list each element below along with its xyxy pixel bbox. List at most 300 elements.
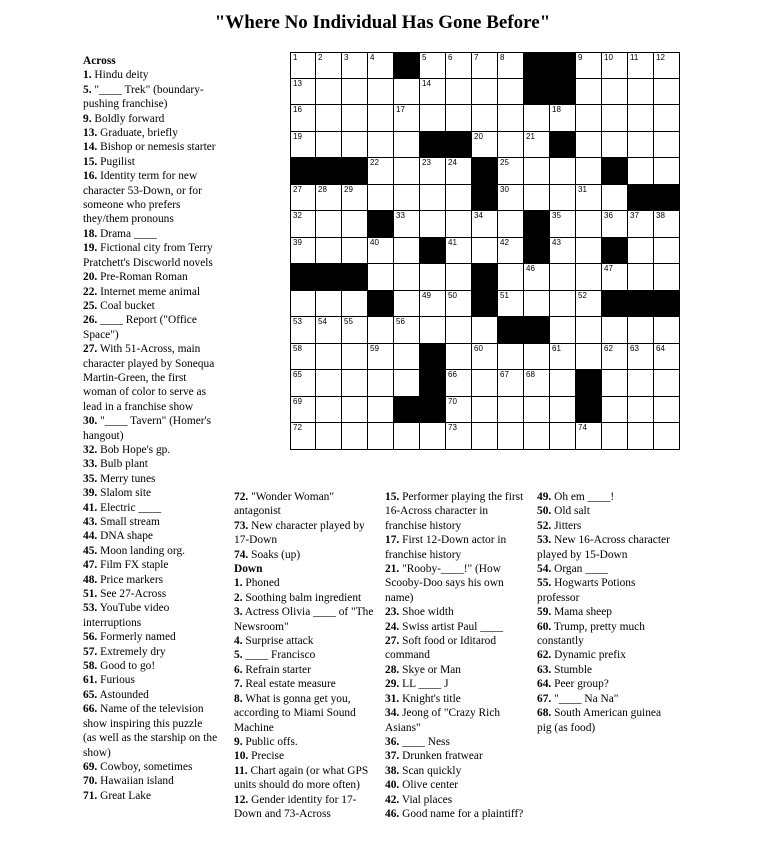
grid-cell[interactable] bbox=[367, 104, 394, 132]
grid-cell[interactable] bbox=[601, 316, 628, 344]
clue-number: 28. bbox=[385, 663, 400, 676]
grid-cell[interactable] bbox=[290, 237, 316, 265]
grid-cell[interactable] bbox=[627, 131, 654, 159]
grid-cell[interactable] bbox=[393, 316, 420, 344]
grid-cell[interactable] bbox=[393, 104, 420, 132]
clue-item bbox=[385, 793, 525, 807]
grid-cell[interactable] bbox=[315, 343, 342, 371]
clue-number: 9. bbox=[234, 735, 243, 748]
grid-cell[interactable] bbox=[575, 131, 602, 159]
grid-cell[interactable] bbox=[315, 131, 342, 159]
grid-cell[interactable] bbox=[575, 422, 602, 450]
clue-text: Scan quickly bbox=[402, 764, 462, 777]
grid-cell[interactable] bbox=[497, 290, 524, 318]
grid-cell[interactable] bbox=[290, 343, 316, 371]
grid-cell[interactable] bbox=[315, 369, 342, 397]
grid-cell[interactable] bbox=[445, 290, 472, 318]
black-square bbox=[315, 263, 342, 291]
grid-cell[interactable] bbox=[419, 422, 446, 450]
grid-cell[interactable] bbox=[523, 396, 550, 424]
grid-cell[interactable] bbox=[341, 343, 368, 371]
clue-number: 35. bbox=[83, 472, 98, 485]
grid-cell[interactable] bbox=[341, 290, 368, 318]
grid-cell[interactable] bbox=[419, 210, 446, 238]
clue-text: Bulb plant bbox=[100, 458, 148, 471]
clue-item bbox=[537, 504, 672, 518]
grid-cell[interactable] bbox=[290, 210, 316, 238]
grid-cell[interactable] bbox=[627, 210, 654, 238]
grid-cell[interactable] bbox=[393, 157, 420, 185]
cell-number: 11 bbox=[630, 53, 639, 62]
grid-cell[interactable] bbox=[627, 316, 654, 344]
cell-number: 5 bbox=[422, 53, 427, 62]
grid-cell[interactable] bbox=[523, 104, 550, 132]
grid-cell[interactable] bbox=[393, 369, 420, 397]
grid-cell[interactable] bbox=[367, 343, 394, 371]
cell-number: 6 bbox=[448, 53, 453, 62]
clue-item bbox=[385, 634, 525, 663]
cell-number: 14 bbox=[422, 78, 431, 88]
grid-cell[interactable] bbox=[575, 343, 602, 371]
grid-cell[interactable] bbox=[445, 237, 472, 265]
cell-number: 2 bbox=[318, 53, 323, 62]
grid-cell[interactable] bbox=[653, 343, 680, 371]
grid-cell[interactable] bbox=[627, 369, 654, 397]
grid-cell[interactable] bbox=[367, 422, 394, 450]
grid-cell[interactable] bbox=[497, 78, 524, 106]
grid-cell[interactable] bbox=[315, 210, 342, 238]
grid-cell[interactable] bbox=[471, 396, 498, 424]
grid-cell[interactable] bbox=[627, 343, 654, 371]
clue-number: 26. bbox=[83, 314, 98, 327]
grid-cell[interactable] bbox=[523, 131, 550, 159]
clue-item bbox=[234, 576, 374, 590]
grid-cell[interactable] bbox=[549, 210, 576, 238]
grid-cell[interactable] bbox=[367, 369, 394, 397]
grid-cell[interactable] bbox=[393, 422, 420, 450]
clue-text: ____ Francisco bbox=[245, 649, 316, 662]
grid-cell[interactable] bbox=[653, 237, 680, 265]
clue-item bbox=[234, 764, 374, 793]
clue-number: 27. bbox=[385, 635, 400, 648]
clue-text: Skye or Man bbox=[402, 663, 461, 676]
cell-number: 19 bbox=[293, 131, 302, 141]
grid-cell[interactable] bbox=[601, 263, 628, 291]
clue-number: 22. bbox=[83, 285, 98, 298]
grid-cell[interactable] bbox=[315, 396, 342, 424]
clue-number: 2. bbox=[234, 591, 243, 604]
grid-cell[interactable] bbox=[367, 263, 394, 291]
grid-cell[interactable] bbox=[471, 210, 498, 238]
grid-cell[interactable] bbox=[497, 157, 524, 185]
clue-item bbox=[83, 241, 218, 270]
grid-cell[interactable] bbox=[601, 104, 628, 132]
clue-number: 37. bbox=[385, 750, 400, 763]
clue-section-heading: Down bbox=[234, 563, 263, 576]
grid-cell[interactable] bbox=[549, 369, 576, 397]
grid-cell[interactable] bbox=[549, 422, 576, 450]
grid-cell[interactable] bbox=[393, 263, 420, 291]
clue-item bbox=[234, 634, 374, 648]
cell-number: 63 bbox=[630, 343, 639, 353]
grid-cell[interactable] bbox=[393, 237, 420, 265]
grid-cell[interactable] bbox=[341, 104, 368, 132]
grid-cell[interactable] bbox=[367, 396, 394, 424]
grid-cell[interactable] bbox=[471, 316, 498, 344]
grid-cell[interactable] bbox=[523, 290, 550, 318]
grid-cell[interactable] bbox=[315, 104, 342, 132]
clue-item bbox=[537, 605, 672, 619]
grid-cell[interactable] bbox=[471, 104, 498, 132]
grid-cell[interactable] bbox=[549, 343, 576, 371]
crossword-grid[interactable] bbox=[290, 52, 680, 450]
grid-cell[interactable] bbox=[341, 210, 368, 238]
clue-number: 30. bbox=[83, 415, 98, 428]
grid-cell[interactable] bbox=[341, 422, 368, 450]
clue-item bbox=[537, 533, 672, 562]
grid-cell[interactable] bbox=[393, 184, 420, 212]
clue-number: 66. bbox=[83, 703, 98, 716]
grid-cell[interactable] bbox=[627, 422, 654, 450]
cell-number: 70 bbox=[448, 396, 457, 406]
grid-cell[interactable] bbox=[523, 369, 550, 397]
clue-text: Trump, pretty much constantly bbox=[537, 620, 645, 648]
grid-cell[interactable] bbox=[575, 210, 602, 238]
grid-cell[interactable] bbox=[575, 52, 602, 79]
clue-number: 13. bbox=[83, 127, 98, 140]
cell-number: 7 bbox=[474, 53, 479, 62]
grid-cell[interactable] bbox=[445, 52, 472, 79]
clue-text: Extremely dry bbox=[100, 645, 166, 658]
clue-number: 56. bbox=[83, 631, 98, 644]
clue-item bbox=[537, 620, 672, 649]
grid-cell[interactable] bbox=[627, 52, 654, 79]
grid-cell[interactable] bbox=[341, 237, 368, 265]
clue-number: 60. bbox=[537, 620, 552, 633]
grid-cell[interactable] bbox=[601, 396, 628, 424]
grid-cell[interactable] bbox=[653, 52, 680, 79]
cell-number: 66 bbox=[448, 370, 457, 380]
clue-text: Real estate measure bbox=[245, 678, 336, 691]
cell-number: 54 bbox=[318, 317, 327, 327]
clue-column-1 bbox=[83, 54, 218, 803]
grid-cell[interactable] bbox=[315, 78, 342, 106]
grid-cell[interactable] bbox=[367, 316, 394, 344]
grid-cell[interactable] bbox=[497, 184, 524, 212]
grid-cell[interactable] bbox=[290, 78, 316, 106]
grid-cell[interactable] bbox=[445, 316, 472, 344]
grid-cell[interactable] bbox=[549, 184, 576, 212]
clue-item bbox=[234, 663, 374, 677]
clue-item bbox=[234, 692, 374, 735]
clue-text: Identity term for new character 53-Down, or for someone who prefers they/them pronouns bbox=[83, 170, 202, 226]
grid-cell[interactable] bbox=[290, 104, 316, 132]
grid-cell[interactable] bbox=[445, 104, 472, 132]
grid-cell[interactable] bbox=[653, 78, 680, 106]
grid-cell[interactable] bbox=[601, 131, 628, 159]
grid-cell[interactable] bbox=[471, 131, 498, 159]
grid-cell[interactable] bbox=[341, 131, 368, 159]
grid-cell[interactable] bbox=[290, 316, 316, 344]
grid-cell[interactable] bbox=[497, 210, 524, 238]
clue-text: Dynamic prefix bbox=[554, 649, 626, 662]
grid-cell[interactable] bbox=[367, 157, 394, 185]
grid-cell[interactable] bbox=[601, 184, 628, 212]
grid-cell[interactable] bbox=[601, 78, 628, 106]
grid-cell[interactable] bbox=[341, 396, 368, 424]
grid-cell[interactable] bbox=[653, 396, 680, 424]
clue-text: Price markers bbox=[100, 573, 164, 586]
grid-cell[interactable] bbox=[315, 52, 342, 79]
black-square bbox=[290, 263, 316, 291]
grid-cell[interactable] bbox=[341, 316, 368, 344]
grid-cell[interactable] bbox=[549, 157, 576, 185]
clue-item bbox=[83, 601, 218, 630]
grid-cell[interactable] bbox=[549, 263, 576, 291]
grid-cell[interactable] bbox=[419, 184, 446, 212]
cell-number: 43 bbox=[552, 237, 561, 247]
grid-cell[interactable] bbox=[575, 104, 602, 132]
grid-cell[interactable] bbox=[497, 422, 524, 450]
grid-cell[interactable] bbox=[627, 104, 654, 132]
black-square bbox=[601, 157, 628, 185]
cell-number: 23 bbox=[422, 158, 431, 168]
grid-cell[interactable] bbox=[419, 78, 446, 106]
clue-text: New character played by 17-Down bbox=[234, 519, 365, 547]
grid-cell[interactable] bbox=[367, 131, 394, 159]
clue-number: 43. bbox=[83, 516, 98, 528]
grid-cell[interactable] bbox=[445, 157, 472, 185]
black-square bbox=[523, 316, 550, 344]
clue-number: 20. bbox=[83, 271, 98, 284]
grid-cell[interactable] bbox=[601, 343, 628, 371]
grid-cell[interactable] bbox=[419, 316, 446, 344]
grid-cell[interactable] bbox=[497, 104, 524, 132]
grid-cell[interactable] bbox=[315, 184, 342, 212]
grid-cell[interactable] bbox=[290, 131, 316, 159]
grid-cell[interactable] bbox=[290, 184, 316, 212]
black-square bbox=[653, 290, 680, 318]
cell-number: 73 bbox=[448, 423, 457, 433]
grid-cell[interactable] bbox=[290, 422, 316, 450]
clue-item bbox=[234, 749, 374, 763]
grid-cell[interactable] bbox=[471, 343, 498, 371]
clue-number: 52. bbox=[537, 519, 552, 532]
clue-number: 53. bbox=[83, 602, 98, 615]
grid-cell[interactable] bbox=[549, 290, 576, 318]
grid-cell[interactable] bbox=[419, 263, 446, 291]
grid-cell[interactable] bbox=[315, 290, 342, 318]
clue-text: Oh em ____! bbox=[554, 491, 615, 503]
grid-cell[interactable] bbox=[341, 52, 368, 79]
grid-cell[interactable] bbox=[549, 396, 576, 424]
cell-number: 40 bbox=[370, 237, 379, 247]
grid-cell[interactable] bbox=[575, 263, 602, 291]
grid-cell[interactable] bbox=[445, 396, 472, 424]
clue-number: 74. bbox=[234, 548, 249, 561]
grid-cell[interactable] bbox=[471, 52, 498, 79]
clue-item bbox=[83, 673, 218, 687]
clue-item bbox=[83, 313, 218, 342]
grid-cell[interactable] bbox=[445, 263, 472, 291]
grid-cell[interactable] bbox=[523, 422, 550, 450]
grid-cell[interactable] bbox=[523, 343, 550, 371]
grid-cell[interactable] bbox=[471, 422, 498, 450]
grid-cell[interactable] bbox=[497, 343, 524, 371]
grid-cell[interactable] bbox=[575, 237, 602, 265]
cell-number: 1 bbox=[293, 53, 298, 62]
grid-cell[interactable] bbox=[653, 210, 680, 238]
grid-cell[interactable] bbox=[419, 104, 446, 132]
grid-cell[interactable] bbox=[497, 131, 524, 159]
grid-cell[interactable] bbox=[341, 78, 368, 106]
grid-cell[interactable] bbox=[419, 290, 446, 318]
grid-cell[interactable] bbox=[471, 78, 498, 106]
grid-cell[interactable] bbox=[471, 369, 498, 397]
cell-number: 32 bbox=[293, 211, 302, 221]
cell-number: 47 bbox=[604, 264, 613, 274]
clue-item bbox=[537, 562, 672, 576]
clue-column-3 bbox=[385, 490, 525, 821]
clue-number: 55. bbox=[537, 577, 552, 590]
clue-text: Surprise attack bbox=[245, 635, 314, 648]
grid-cell[interactable] bbox=[445, 210, 472, 238]
clue-text: Furious bbox=[100, 674, 135, 687]
grid-cell[interactable] bbox=[497, 263, 524, 291]
grid-cell[interactable] bbox=[627, 263, 654, 291]
grid-cell[interactable] bbox=[627, 78, 654, 106]
grid-cell[interactable] bbox=[627, 396, 654, 424]
grid-cell[interactable] bbox=[497, 369, 524, 397]
black-square bbox=[471, 157, 498, 185]
black-square bbox=[393, 396, 420, 424]
clue-text: Chart again (or what GPS units should do more often) bbox=[234, 764, 369, 792]
clue-number: 23. bbox=[385, 606, 400, 619]
cell-number: 59 bbox=[370, 343, 379, 353]
grid-cell[interactable] bbox=[419, 157, 446, 185]
cell-number: 13 bbox=[293, 78, 302, 88]
grid-cell[interactable] bbox=[627, 237, 654, 265]
clue-number: 19. bbox=[83, 242, 98, 255]
clue-text: Fictional city from Terry Pratchett's Discworld novels bbox=[83, 242, 213, 269]
clue-text: Formerly named bbox=[100, 631, 176, 644]
grid-cell[interactable] bbox=[393, 290, 420, 318]
black-square bbox=[419, 396, 446, 424]
clue-text: What is gonna get you, according to Miami Sound Machine bbox=[234, 692, 356, 734]
clue-text: Graduate, briefly bbox=[100, 127, 178, 140]
clue-text: Good name for a plaintiff? bbox=[402, 807, 524, 820]
grid-cell[interactable] bbox=[367, 237, 394, 265]
grid-cell[interactable] bbox=[523, 263, 550, 291]
grid-cell[interactable] bbox=[653, 263, 680, 291]
grid-cell[interactable] bbox=[549, 316, 576, 344]
grid-cell[interactable] bbox=[549, 237, 576, 265]
clue-number: 14. bbox=[83, 141, 98, 154]
clue-text: Coal bucket bbox=[100, 299, 155, 312]
cell-number: 9 bbox=[578, 53, 583, 62]
grid-cell[interactable] bbox=[653, 157, 680, 185]
clue-text: "____ Trek" (boundary-pushing franchise) bbox=[83, 83, 204, 111]
grid-cell[interactable] bbox=[290, 52, 316, 79]
grid-cell[interactable] bbox=[315, 422, 342, 450]
grid-cell[interactable] bbox=[290, 396, 316, 424]
clue-text: YouTube video interruptions bbox=[83, 602, 170, 629]
grid-cell[interactable] bbox=[601, 52, 628, 79]
grid-cell[interactable] bbox=[315, 316, 342, 344]
grid-cell[interactable] bbox=[601, 210, 628, 238]
grid-cell[interactable] bbox=[575, 184, 602, 212]
grid-cell[interactable] bbox=[627, 157, 654, 185]
clue-item bbox=[83, 774, 218, 788]
grid-cell[interactable] bbox=[497, 237, 524, 265]
grid-cell[interactable] bbox=[653, 104, 680, 132]
grid-cell[interactable] bbox=[393, 210, 420, 238]
grid-cell[interactable] bbox=[601, 422, 628, 450]
grid-cell[interactable] bbox=[445, 422, 472, 450]
cell-number: 41 bbox=[448, 237, 457, 247]
grid-cell[interactable] bbox=[575, 316, 602, 344]
grid-cell[interactable] bbox=[575, 290, 602, 318]
black-square bbox=[627, 184, 654, 212]
grid-cell[interactable] bbox=[290, 290, 316, 318]
grid-cell[interactable] bbox=[523, 157, 550, 185]
cell-number: 34 bbox=[474, 211, 483, 221]
grid-cell[interactable] bbox=[549, 104, 576, 132]
grid-cell[interactable] bbox=[341, 369, 368, 397]
grid-cell[interactable] bbox=[445, 343, 472, 371]
grid-cell[interactable] bbox=[367, 184, 394, 212]
clue-number: 53. bbox=[537, 534, 552, 547]
grid-cell[interactable] bbox=[315, 237, 342, 265]
black-square bbox=[523, 210, 550, 238]
clue-item bbox=[83, 789, 218, 803]
grid-cell[interactable] bbox=[653, 369, 680, 397]
grid-cell[interactable] bbox=[653, 422, 680, 450]
grid-cell[interactable] bbox=[497, 52, 524, 79]
grid-cell[interactable] bbox=[367, 52, 394, 79]
clue-text: Drunken fratwear bbox=[402, 750, 483, 763]
grid-cell[interactable] bbox=[393, 343, 420, 371]
clue-item bbox=[537, 677, 672, 691]
black-square bbox=[419, 343, 446, 371]
clue-section-heading: Across bbox=[83, 55, 116, 67]
black-square bbox=[445, 131, 472, 159]
grid-cell[interactable] bbox=[445, 369, 472, 397]
clue-item bbox=[83, 285, 218, 299]
grid-cell[interactable] bbox=[653, 131, 680, 159]
grid-cell[interactable] bbox=[523, 184, 550, 212]
grid-cell[interactable] bbox=[341, 184, 368, 212]
grid-cell[interactable] bbox=[575, 157, 602, 185]
clue-item bbox=[385, 490, 525, 533]
grid-cell[interactable] bbox=[290, 369, 316, 397]
clue-number: 68. bbox=[537, 707, 552, 720]
clue-number: 38. bbox=[385, 764, 400, 777]
grid-cell[interactable] bbox=[497, 396, 524, 424]
clue-item bbox=[83, 112, 218, 126]
grid-cell[interactable] bbox=[445, 78, 472, 106]
grid-cell[interactable] bbox=[653, 316, 680, 344]
grid-cell[interactable] bbox=[445, 184, 472, 212]
clue-item bbox=[385, 533, 525, 562]
grid-cell[interactable] bbox=[471, 237, 498, 265]
grid-cell[interactable] bbox=[367, 78, 394, 106]
grid-cell[interactable] bbox=[393, 78, 420, 106]
grid-cell[interactable] bbox=[393, 131, 420, 159]
grid-cell[interactable] bbox=[419, 52, 446, 79]
grid-cell[interactable] bbox=[575, 78, 602, 106]
grid-cell[interactable] bbox=[601, 369, 628, 397]
